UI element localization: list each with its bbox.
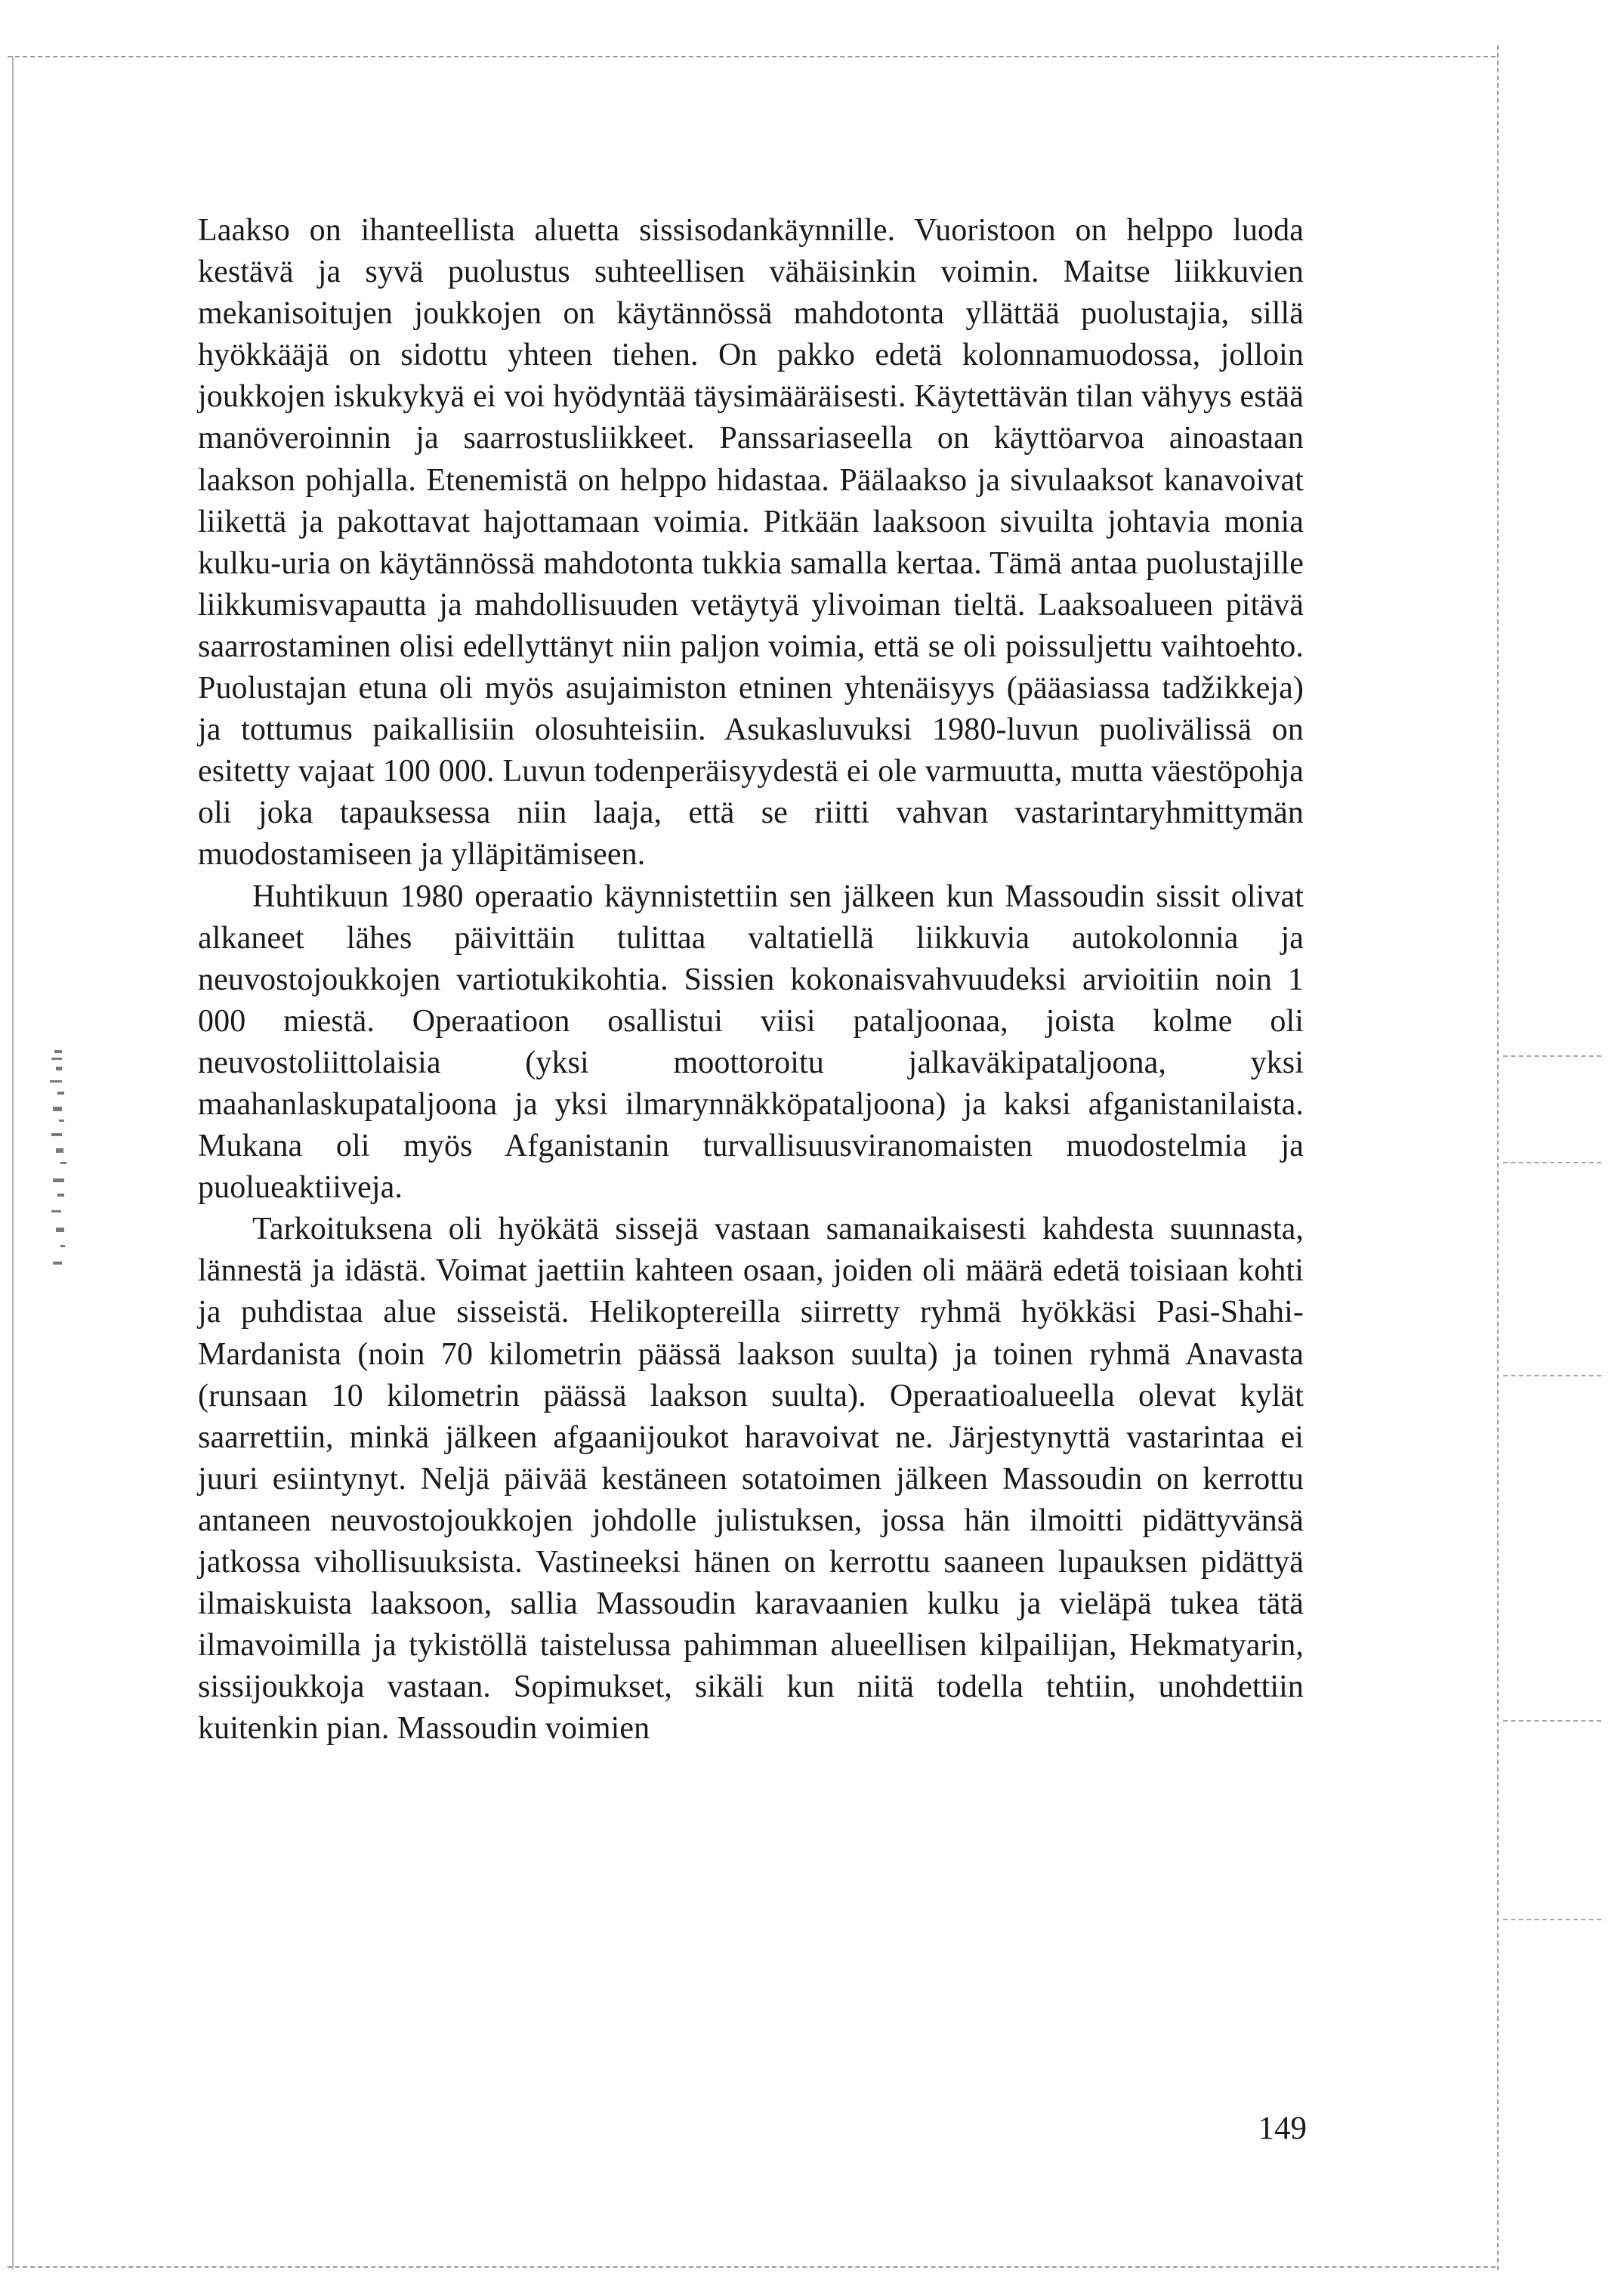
scan-margin-mark — [1503, 1055, 1601, 1057]
scan-noise-artifact — [23, 1035, 83, 1284]
scan-border-left — [12, 56, 14, 2269]
paragraph: Tarkoituksena oli hyökätä sissejä vastaan samanaikaisesti kahdesta suunnasta, lännestä ja idästä. Voimat jaettiin kahteen osaan, joiden oli määrä edetä toisiaan kohti ja puhdistaa alue sisseistä. Helikoptereilla siirretty ryhmä hyökkäsi Pasi-Shahi-Mardanista (noin 70 kilometrin päässä laakson suulta) ja toinen ryhmä Anavasta (runsaan 10 kilometrin päässä laakson suulta). Operaatioalueella olevat kylät saarrettiin, minkä jälkeen afgaanijoukot haravoivat ne. Järjestynyttä vastarintaa ei juuri esiintynyt. Neljä päivää kestäneen sotatoimen jälkeen Massoudin on kerrottu antaneen neuvostojoukkojen johdolle julistuksen, jossa hän ilmoitti pidättyvänsä jatkossa vihollisuuksista. Vastineeksi hänen on kerrottu saaneen lupauksen pidättyä ilmaiskuista laaksoon, sallia Massoudin karavaanien kulku ja vieläpä tukea tätä ilmavoimilla ja tykistöllä taistelussa pahimman alueellisen kilpailijan, Hekmatyarin, sissijoukkoja vastaan. Sopimukset, sikäli kun niitä todella tehtiin, unohdettiin kuitenkin pian. Massoudin voimien — [198, 1212, 1304, 1747]
page-number: 149 — [1258, 2111, 1307, 2146]
scan-margin-mark — [1503, 1162, 1601, 1163]
scan-border-right — [1497, 45, 1499, 2270]
paragraph: Huhtikuun 1980 operaatio käynnistettiin sen jälkeen kun Massoudin sissit olivat alkaneet lähes päivittäin tulittaa valtatiellä liikkuvia autokolonnia ja neuvostojoukkojen vartiotukikohtia. Sissien kokonaisvahvuudeksi arvioitiin noin 1 000 miestä. Operaatioon osallistui viisi pataljoonaa, joista kolme oli neuvostoliittolaisia (yksi moottoroitu jalkaväkipataljoona, yksi maahanlaskupataljoona ja yksi ilmarynnäkköpataljoona) ja kaksi afganistanilaista. Mukana oli myös Afganistanin turvallisuusviranomaisten muodostelmia ja puolueaktiiveja. — [198, 879, 1304, 1206]
scan-border-top — [8, 56, 1496, 57]
scan-margin-mark — [1503, 1919, 1601, 1920]
scan-border-bottom — [8, 2266, 1496, 2268]
body-text — [198, 210, 1304, 1750]
paragraph: Laakso on ihanteellista aluetta sissisodankäynnille. Vuoristoon on helppo luoda kestävä ja syvä puolustus suhteellisen vähäisinkin voimin. Maitse liikkuvien mekanisoitujen joukkojen on käytännössä mahdotonta yllättää puolustajia, sillä hyökkääjä on sidottu yhteen tiehen. On pakko edetä kolonnamuodossa, jolloin joukkojen iskukykyä ei voi hyödyntää täysimääräisesti. Käytettävän tilan vähyys estää manöveroinnin ja saarrostusliikkeet. Panssariaseella on käyttöarvoa ainoastaan laakson pohjalla. Etenemistä on helppo hidastaa. Päälaakso ja sivulaaksot kanavoivat liikettä ja pakottavat hajottamaan voimia. Pitkään laaksoon sivuilta johtavia monia kulku-uria on käytännössä mahdotonta tukkia samalla kertaa. Tämä antaa puolustajille liikkumisvapautta ja mahdollisuuden vetäytyä ylivoiman tieltä. Laaksoalueen pitävä saarrostaminen olisi edellyttänyt niin paljon voimia, että se oli poissuljettu vaihtoehto. Puolustajan etuna oli myös asujaimiston etninen yhtenäisyys (pääasiassa tadžikkeja) ja tottumus paikallisiin olosuhteisiin. Asukasluvuksi 1980-luvun puolivälissä on esitetty vajaat 100 000. Luvun todenperäisyydestä ei ole varmuutta, mutta väestöpohja oli joka tapauksessa niin laaja, että se riitti vahvan vastarintaryhmittymän muodostamiseen ja ylläpitämiseen. — [198, 213, 1304, 873]
scan-margin-mark — [1503, 1720, 1601, 1722]
scan-margin-mark — [1503, 1375, 1601, 1376]
